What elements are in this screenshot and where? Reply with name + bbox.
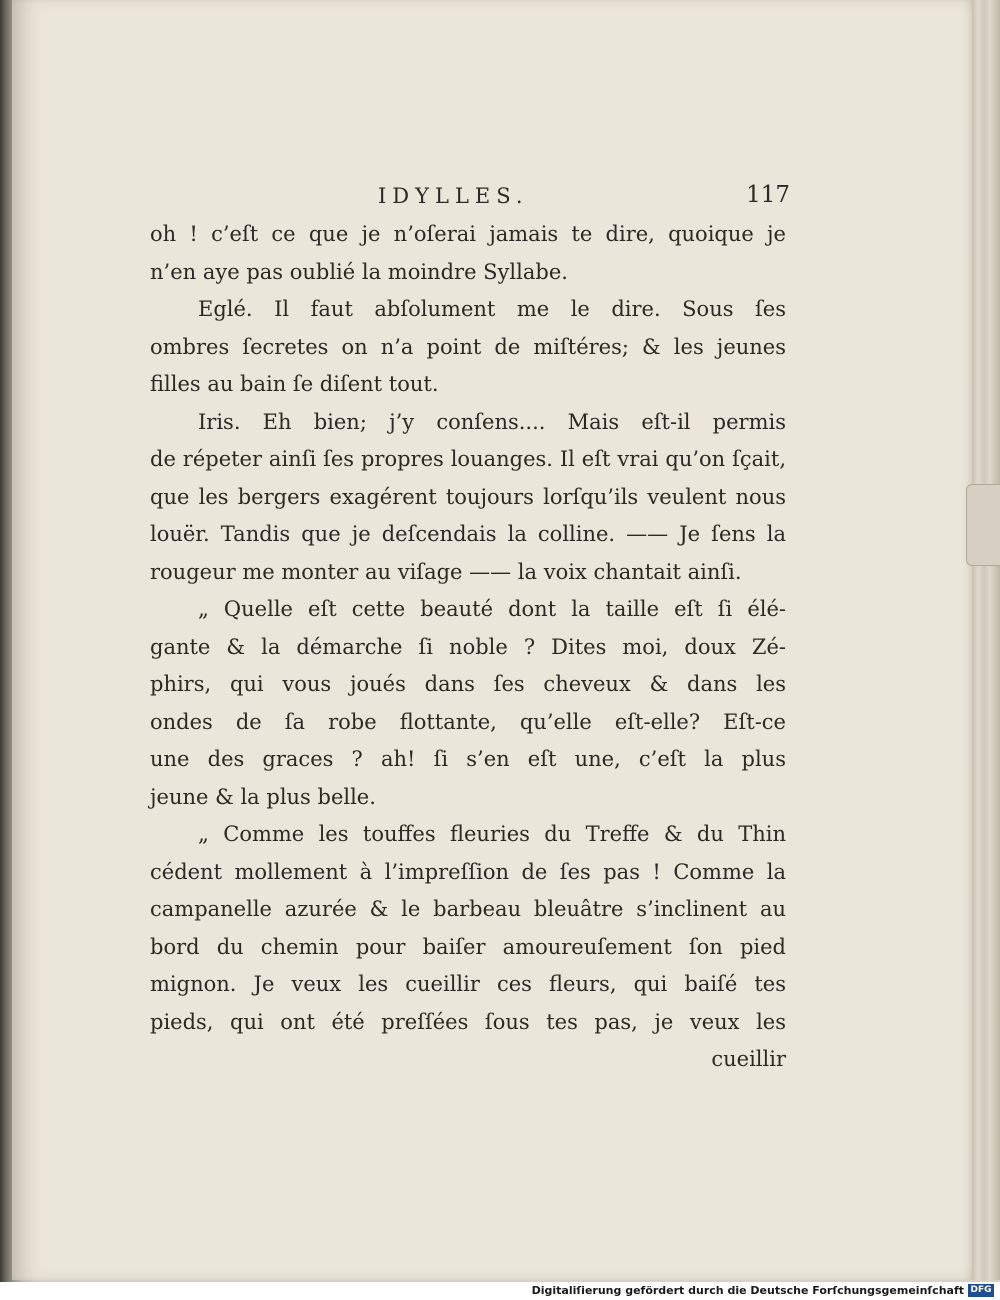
- text-line: campanelle azurée & le barbeau bleuâtre s’inclinent au: [150, 897, 786, 921]
- text-line: phirs, qui vous joués dans ſes cheveux & dans les: [150, 672, 786, 696]
- text-line: mignon. Je veux les cueillir ces fleurs, qui baiſé tes: [150, 972, 786, 996]
- text-line: ombres ſecretes on n’a point de miſtéres; & les jeunes: [150, 334, 786, 359]
- text-line: oh ! c’eſt ce que je n’oſerai jamais te dire, quoique je: [150, 222, 786, 246]
- text-line: jeune & la plus belle.: [150, 784, 376, 809]
- page-header: [150, 178, 790, 218]
- text-line: „ Comme les touffes fleuries du Treffe & du Thin: [198, 822, 786, 846]
- catchword: cueillir: [711, 1047, 786, 1071]
- text-line: n’en aye pas oublié la moindre Syllabe.: [150, 259, 568, 284]
- text-line: ondes de ſa robe flottante, qu’elle eſt-elle? Eſt-ce: [150, 709, 786, 734]
- page-number: 117: [746, 182, 790, 208]
- text-line: que les bergers exagérent toujours lorſqu’ils veulent nous: [150, 484, 786, 509]
- page-tab: [966, 484, 1000, 566]
- text-line: Iris. Eh bien; j’y conſens.... Mais eſt-il permis: [198, 409, 786, 434]
- text-line: de répeter ainſi ſes propres louanges. Il eſt vrai qu’on ſçait,: [150, 447, 786, 471]
- page-edge: [972, 0, 1000, 1280]
- text-line: „ Quelle eſt cette beauté dont la taille eſt ſi élé-: [198, 597, 786, 621]
- digitization-credit: Digitaliſierung gefördert durch die Deutsche Forſchungsgemeinſchaft: [531, 1284, 964, 1297]
- dfg-logo-icon: DFG: [968, 1284, 994, 1297]
- running-head: IDYLLES.: [378, 184, 529, 208]
- text-line: rougeur me monter au viſage —— la voix chantait ainſi.: [150, 559, 742, 584]
- text-line: louër. Tandis que je deſcendais la colline. —— Je ſens la: [150, 522, 786, 546]
- text-line: gante & la démarche ſi noble ? Dites moi, doux Zé-: [150, 634, 786, 659]
- text-line: bord du chemin pour baiſer amoureuſement ſon pied: [150, 934, 786, 959]
- text-line: pieds, qui ont été preſſées ſous tes pas, je veux les: [150, 1009, 786, 1034]
- text-line: une des graces ? ah! ſi s’en eſt une, c’eſt la plus: [150, 747, 786, 771]
- text-line: Eglé. Il faut abſolument me le dire. Sous ſes: [198, 297, 786, 321]
- text-line: filles au bain ſe diſent tout.: [150, 372, 439, 396]
- body-text: [150, 216, 786, 1079]
- text-line: cédent mollement à l’impreſſion de ſes pas ! Comme la: [150, 859, 786, 884]
